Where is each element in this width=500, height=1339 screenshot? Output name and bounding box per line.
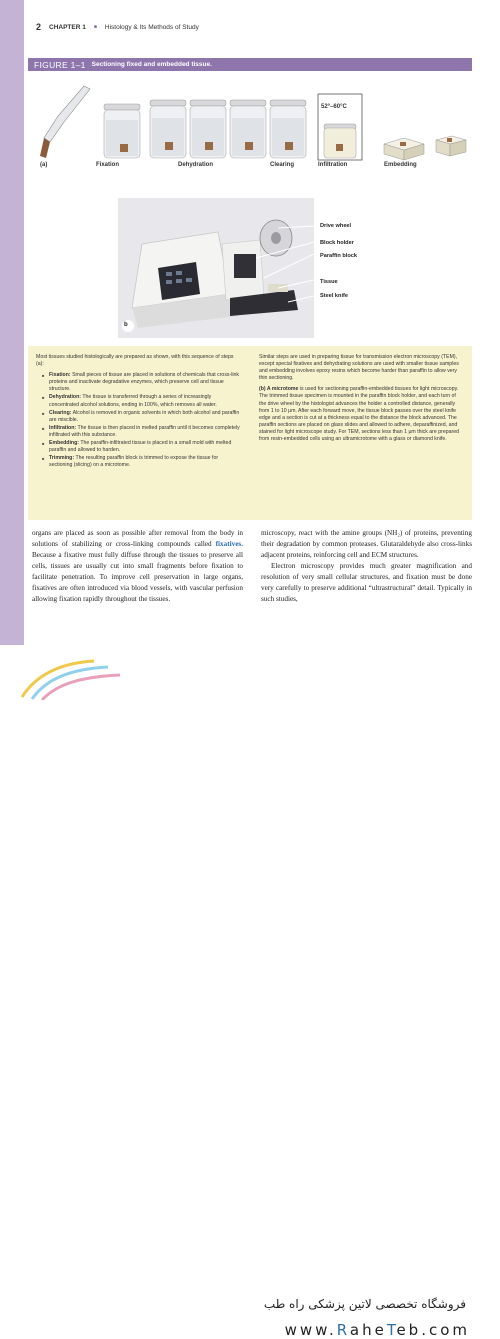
legend-steps-list (36, 372, 241, 469)
jar-dehydration-1-icon (150, 100, 186, 158)
callout-block-holder: Block holder (320, 240, 354, 246)
step-label-fixation: Fixation (96, 162, 120, 168)
legend-left-column (36, 354, 241, 512)
callout-drive-wheel: Drive wheel (320, 223, 352, 229)
scalpel-icon (40, 86, 90, 158)
paraffin-block-trimmed-icon (436, 136, 466, 156)
body-text (32, 528, 472, 640)
watermark-persian-text: فروشگاه تخصصی لاتین پزشکی راه طب (263, 1297, 466, 1311)
part-a-label: (a) (40, 162, 48, 168)
microtome-illustration (118, 198, 314, 338)
paraffin-block-mold-icon (384, 138, 424, 160)
figure-legend-box (28, 346, 472, 520)
page-number: 2 (36, 22, 42, 32)
figure-number: FIGURE 1–1 (34, 59, 86, 70)
separator-icon: ■ (93, 24, 97, 30)
list-item: ■ Trimming: The resulting paraffin block is trimmed to expose the tissue for sectioning (slicing) on a microtome. (42, 455, 241, 469)
figure-title: Sectioning fixed and embedded tissue. (91, 61, 212, 68)
microtome-photo (118, 198, 314, 338)
jar-clearing-icon (270, 100, 306, 158)
figure-banner (28, 58, 472, 71)
legend-tem-paragraph: Similar steps are used in preparing tissue for transmission electron microscopy (TEM), except special fixatives and dehydrating solutions are used with smaller tissue samples and embedding involves epoxy resins which become harder than paraffin to allow very thin sectioning. (259, 354, 459, 382)
jar-dehydration-2-icon (190, 100, 226, 158)
list-item: ■ Dehydration: The tissue is transferred through a series of increasingly concentrated alcohol solutions, ending in 100%, which removes all water. (42, 394, 241, 408)
rahe-teb-logo-icon (16, 645, 136, 700)
legend-right-column (259, 354, 464, 512)
body-column-1: organs are placed as soon as possible after removal from the body in solutions of stabilizing or cross-linking compounds called fixatives. Because a fixative must fully diffuse through the tissues to preserve all cells, tissues are usually cut into small fragments before fixation to facilitate penetration. To improve cell preservation in large organs, fixatives are often introduced via blood vessels, with vascular perfusion allowing fixation rapidly throughout the tissues. (32, 529, 243, 603)
watermark-url[interactable]: www.RaheTeb.com (284, 1321, 470, 1339)
part-b-label: b (124, 322, 128, 328)
page-side-band (0, 0, 24, 645)
list-item: ■ Embedding: The paraffin-infiltrated tissue is placed in a small mold with melted paraffin and allowed to harden. (42, 440, 241, 454)
keyword-fixatives: fixatives. (215, 540, 243, 548)
jar-fixation-icon (104, 104, 140, 158)
watermark-footer (0, 645, 500, 1339)
running-header (36, 22, 199, 32)
jar-dehydration-3-icon (230, 100, 266, 158)
step-label-infiltration: Infiltration (318, 162, 348, 168)
chapter-label: CHAPTER 1 (49, 23, 86, 31)
list-item: ■ Clearing: Alcohol is removed in organic solvents in which both alcohol and paraffin are miscible. (42, 410, 241, 424)
callout-tissue: Tissue (320, 279, 338, 285)
list-item: ■ Fixation: Small pieces of tissue are placed in solutions of chemicals that cross-link proteins and inactivate degradative enzymes, which preserve cell and tissue structure. (42, 372, 241, 393)
callout-steel-knife: Steel knife (320, 293, 348, 299)
temperature-label: 52°–60°C (321, 104, 347, 110)
processing-steps-illustration (38, 76, 478, 176)
section-title: Histology & Its Methods of Study (104, 23, 199, 31)
list-item: ■ Infiltration: The tissue is then placed in melted paraffin until it becomes completely infiltrated with this substance. (42, 425, 241, 439)
figure-part-a (38, 76, 478, 176)
callout-paraffin-block: Paraffin block (320, 253, 357, 259)
legend-intro: Most tissues studied histologically are prepared as shown, with this sequence of steps (a): (36, 354, 234, 368)
step-label-dehydration: Dehydration (178, 162, 214, 168)
legend-microtome-paragraph: (b) A microtome is used for sectioning paraffin-embedded tissues for light microscopy. The trimmed tissue specimen is mounted in the paraffin block holder, and each turn of the drive wheel by the histologist advances the holder a controlled distance, generally from 1 to 10 μm. After each forward move, the tissue block passes over the steel knife edge and a section is cut at a thickness equal to the distance the block advanced. The paraffin sections are placed on glass slides and allowed to adhere, deparaffinized, and stained for light microscope study. For TEM, sections less than 1 μm thick are prepared from resin-embedded cells using an ultramicrotome with a glass or diamond knife. (259, 386, 460, 443)
step-label-embedding: Embedding (384, 162, 417, 168)
step-label-clearing: Clearing (270, 162, 295, 168)
body-column-2: microscopy, react with the amine groups (NH₂) of proteins, preventing their degradation by common proteases. Glutaraldehyde also cross-links adjacent proteins, reinforcing cell and ECM structures. Electron microscopy provides much greater magnification and resolution of very small cellular structures, and fixation must be done very carefully to preserve additional “ultrastructural” detail. Typically in such studies, (261, 529, 472, 603)
